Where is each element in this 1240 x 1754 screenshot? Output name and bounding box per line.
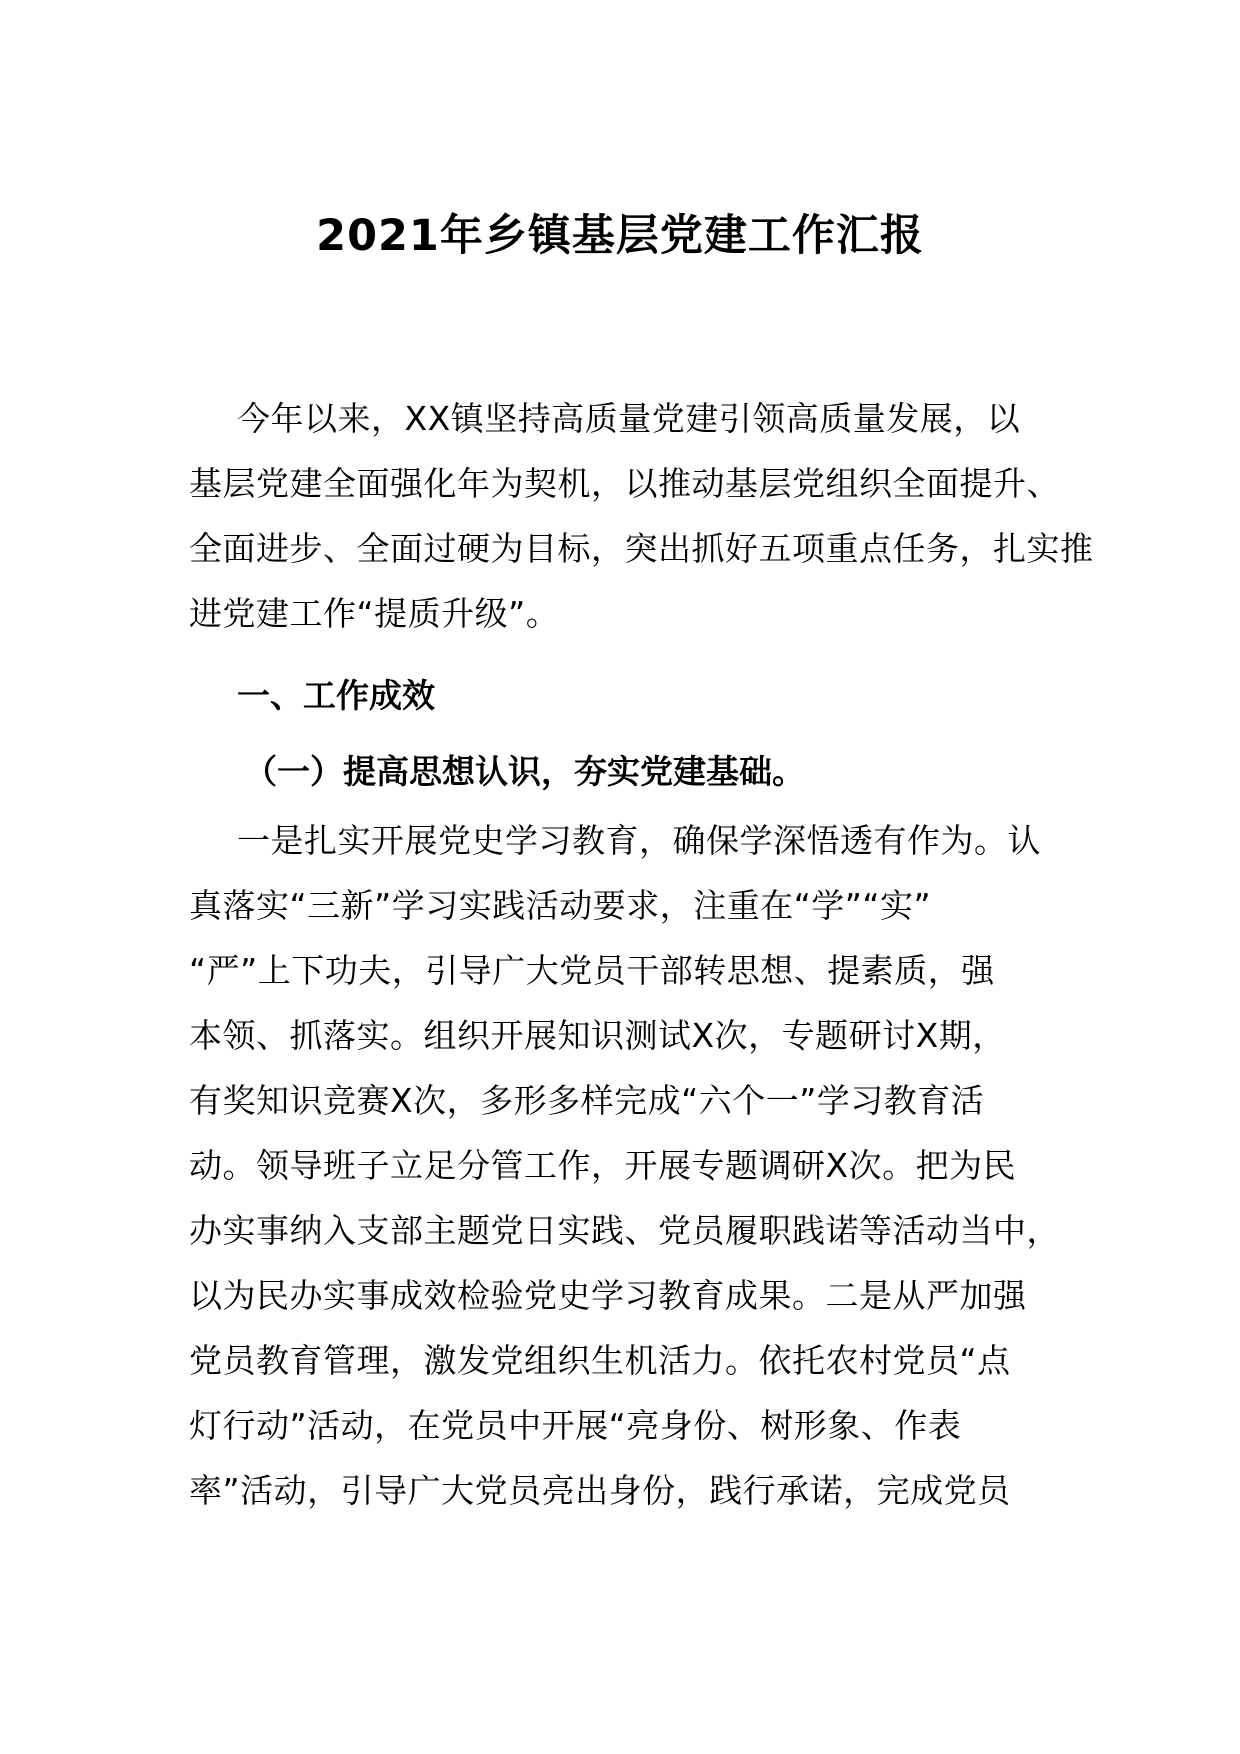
body-line: 动。领导班子立足分管工作，开展专题调研X次。把为民 bbox=[189, 1146, 1017, 1185]
body-line: 灯行动”活动，在党员中开展“亮身份、树形象、作表 bbox=[189, 1406, 962, 1445]
intro-paragraph bbox=[189, 386, 1094, 646]
body-line: “严”上下功夫，引导广大党员干部转思想、提素质，强 bbox=[189, 951, 995, 990]
intro-line: 基层党建全面强化年为契机，以推动基层党组织全面提升、 bbox=[189, 464, 1060, 503]
body-line: 一是扎实开展党史学习教育，确保学深悟透有作为。认 bbox=[237, 821, 1041, 860]
spacer bbox=[189, 646, 1059, 656]
intro-line: 全面进步、全面过硬为目标，突出抓好五项重点任务，扎实推 bbox=[189, 529, 1094, 568]
document-title: 2021年乡镇基层党建工作汇报 bbox=[316, 211, 924, 261]
body-line: 率”活动，引导广大党员亮出身份，践行承诺，完成党员 bbox=[189, 1471, 1011, 1510]
body-line: 真落实“三新”学习实践活动要求，注重在“学”“实” bbox=[189, 886, 932, 925]
body-line: 以为民办实事成效检验党史学习教育成果。二是从严加强 bbox=[189, 1276, 1027, 1315]
body-paragraph bbox=[189, 808, 1059, 1523]
body-line: 办实事纳入支部主题党日实践、党员履职践诺等活动当中， bbox=[189, 1211, 1060, 1250]
subsection-heading: （一）提高思想认识，夯实党建基础。 bbox=[244, 752, 805, 791]
body-line: 本领、抓落实。组织开展知识测试X次，专题研讨X期， bbox=[189, 1016, 1006, 1055]
section-heading: 一、工作成效 bbox=[237, 676, 435, 715]
body-line: 有奖知识竞赛X次，多形多样完成“六个一”学习教育活 bbox=[189, 1081, 985, 1120]
body-line: 党员教育管理，激发党组织生机活力。依托农村党员“点 bbox=[189, 1341, 1011, 1380]
document-body bbox=[189, 386, 1094, 1523]
intro-line: 进党建工作“提质升级”。 bbox=[189, 594, 560, 633]
intro-line: 今年以来，XX镇坚持高质量党建引领高质量发展，以 bbox=[237, 399, 1021, 438]
